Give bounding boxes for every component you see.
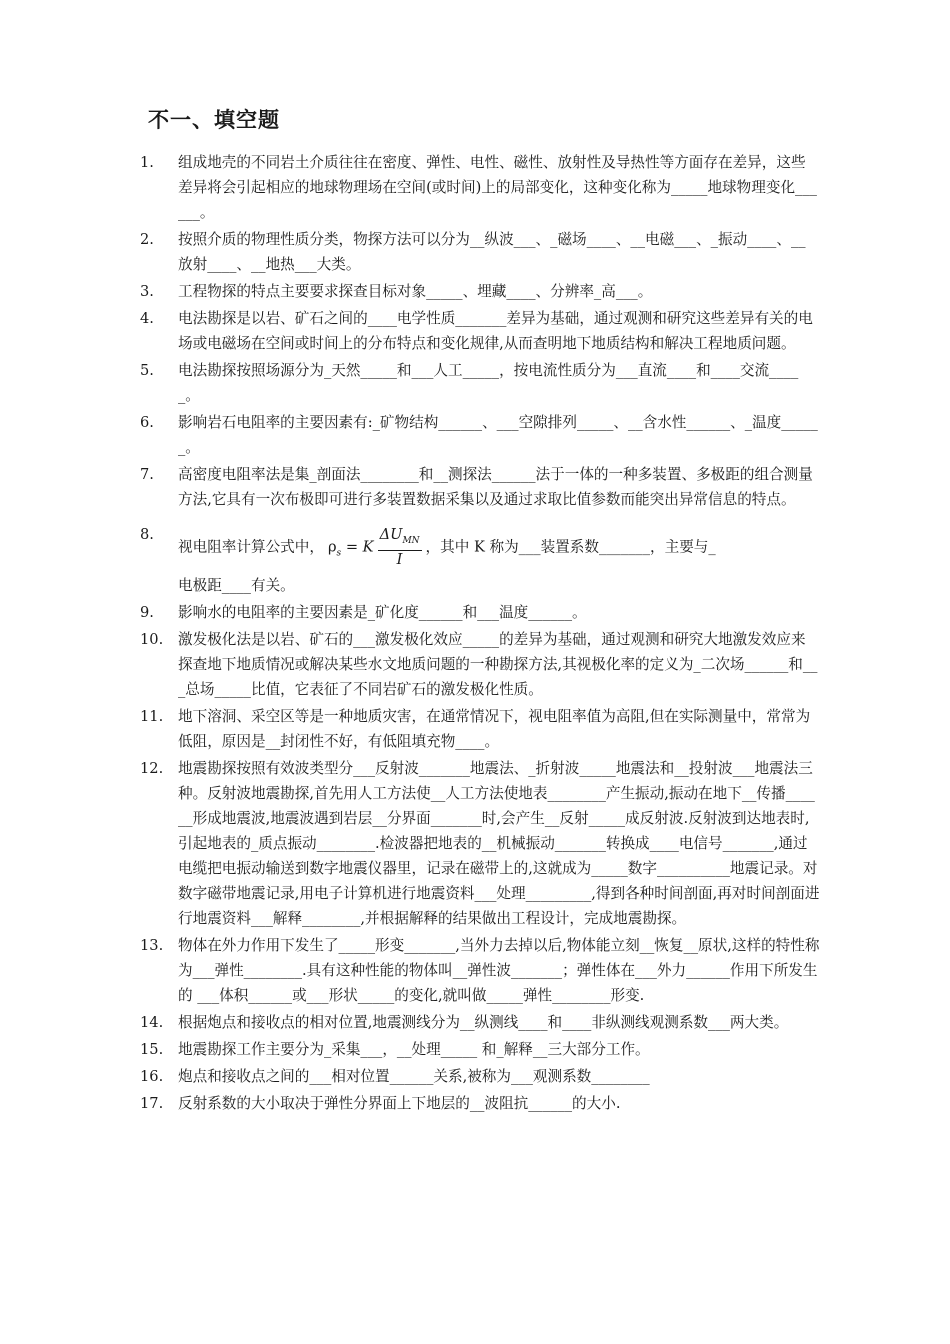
- item-text: 影响水的电阻率的主要因素是_矿化度______和___温度______。: [178, 604, 587, 621]
- item-number: 7.: [140, 466, 154, 483]
- formula-eq: = K: [345, 538, 374, 556]
- formula-fraction: [378, 526, 422, 569]
- item-number: 11.: [140, 708, 164, 725]
- item-number: 8.: [140, 526, 154, 543]
- item-number: 16.: [140, 1068, 164, 1085]
- list-item: [140, 1091, 820, 1116]
- question-list: [140, 150, 820, 1118]
- item-number: 6.: [140, 414, 154, 431]
- item-number: 1.: [140, 154, 154, 171]
- item-text: 影响岩石电阻率的主要因素有:_矿物结构______、___空隙排列_____、__含水性______、_温度______。: [178, 414, 818, 456]
- list-item: [140, 756, 820, 931]
- item-number: 9.: [140, 604, 154, 621]
- item-text-after: ，其中 K 称为___装置系数_______，主要与_: [425, 538, 716, 556]
- list-item: [140, 279, 820, 304]
- list-item: [140, 933, 820, 1008]
- list-item: [140, 462, 820, 512]
- item-text: 工程物探的特点主要要求探查目标对象_____、埋藏____、分辨率_高___。: [178, 283, 653, 300]
- item-number: 4.: [140, 310, 154, 327]
- item-number: 3.: [140, 283, 154, 300]
- list-item: [140, 358, 820, 408]
- list-item: [140, 627, 820, 702]
- item-number: 13.: [140, 937, 164, 954]
- item-text: 电法勘探是以岩、矿石之间的____电学性质_______差异为基础，通过观测和研究这些差异有关的电场或电磁场在空间或时间上的分布特点和变化规律,从而查明地下地质结构和解决工程地质问题。: [178, 310, 813, 352]
- formula-numerator-text: ΔU: [379, 526, 403, 543]
- item-number: 15.: [140, 1041, 164, 1058]
- item-text: 组成地壳的不同岩土介质往往在密度、弹性、电性、磁性、放射性及导热性等方面存在差异，这些差异将会引起相应的地球物理场在空间(或时间)上的局部变化，这种变化称为_____地球物理变化______。: [178, 154, 817, 221]
- formula-denominator: I: [396, 551, 403, 568]
- item-text: 反射系数的大小取决于弹性分界面上下地层的__波阻抗______的大小.: [178, 1095, 621, 1112]
- list-item: [140, 150, 820, 225]
- item-number: 5.: [140, 362, 154, 379]
- apparent-resistivity-formula: [328, 526, 422, 569]
- list-item: [140, 704, 820, 754]
- item-text: 地下溶洞、采空区等是一种地质灾害，在通常情况下，视电阻率值为高阻,但在实际测量中，常常为低阻，原因是__封闭性不好，有低阻填充物____。: [178, 708, 811, 750]
- list-item: [140, 600, 820, 625]
- formula-rho: ρ: [327, 538, 337, 556]
- list-item: [140, 410, 820, 460]
- item-text: 物体在外力作用下发生了_____形变_______,当外力去掉以后,物体能立刻__恢复__原状,这样的特性称为___弹性________.具有这种性能的物体叫__弹性波_______；弹性体在___外力______作用下所发生的 ___体积______或___形状_____的变化,就叫做_____弹性________形变.: [178, 937, 820, 1004]
- formula-numerator-sub: MN: [402, 536, 420, 546]
- list-item: [140, 1064, 820, 1089]
- item-text: 按照介质的物理性质分类，物探方法可以分为__纵波___、_磁场____、__电磁___、_振动____、__放射____、__地热___大类。: [178, 231, 806, 273]
- list-item: [140, 1010, 820, 1035]
- item-text: 根据炮点和接收点的相对位置,地震测线分为__纵测线____和____非纵测线观测系数___两大类。: [178, 1014, 789, 1031]
- item-text: 炮点和接收点之间的___相对位置______关系,被称为___观测系数________: [178, 1068, 650, 1085]
- item-text-line2: 电极距____有关。: [178, 577, 295, 594]
- formula-rho-sub: s: [336, 548, 342, 559]
- list-item: [140, 306, 820, 356]
- item-text: 激发极化法是以岩、矿石的___激发极化效应_____的差异为基础，通过观测和研究大地激发效应来探查地下地质情况或解决某些水文地质问题的一种勘探方法,其视极化率的定义为_二次场______和___总场_____比值，它表征了不同岩矿石的激发极化性质。: [178, 631, 818, 698]
- item-text: 电法勘探按照场源分为_天然_____和___人工_____，按电流性质分为___直流____和____交流_____。: [178, 362, 799, 404]
- item-number: 12.: [140, 760, 164, 777]
- list-item: [140, 1037, 820, 1062]
- item-text: 高密度电阻率法是集_剖面法________和__测探法______法于一体的一种多装置、多极距的组合测量方法,它具有一次布极即可进行多装置数据采集以及通过求取比值参数而能突出异常信息的特点。: [178, 466, 813, 508]
- item-number: 10.: [140, 631, 164, 648]
- item-number: 14.: [140, 1014, 164, 1031]
- formula-numerator: [378, 526, 422, 551]
- item-number: 2.: [140, 231, 154, 248]
- section-title: 不一、填空题: [148, 108, 280, 132]
- item-text: 地震勘探工作主要分为_采集___，__处理_____ 和_解释__三大部分工作。: [178, 1041, 650, 1058]
- item-number: 17.: [140, 1095, 164, 1112]
- item-text-before: 视电阻率计算公式中，: [178, 538, 324, 556]
- list-item: [140, 514, 820, 598]
- formula-line: [178, 526, 820, 569]
- item-text: 地震勘探按照有效波类型分___反射波_______地震法、_折射波_____地震法和__投射波___地震法三种。反射波地震勘探,首先用人工方法使__人工方法使地表________产生振动,振动在地下__传播______形成地震波,地震波遇到岩层__分界面_______时,会产生__反射_____成反射波.反射波到达地表时,引起地表的_质点振动________.检波器把地表的__机械振动_______转换成____电信号_______,通过电缆把电振动输送到数字地震仪器里，记录在磁带上的,这就成为_____数字__________地震记录。对数字磁带地震记录,用电子计算机进行地震资料___处理_________,得到各种时间剖面,再对时间剖面进行地震资料___解释________,并根据解释的结果做出工程设计，完成地震勘探。: [178, 760, 820, 927]
- list-item: [140, 227, 820, 277]
